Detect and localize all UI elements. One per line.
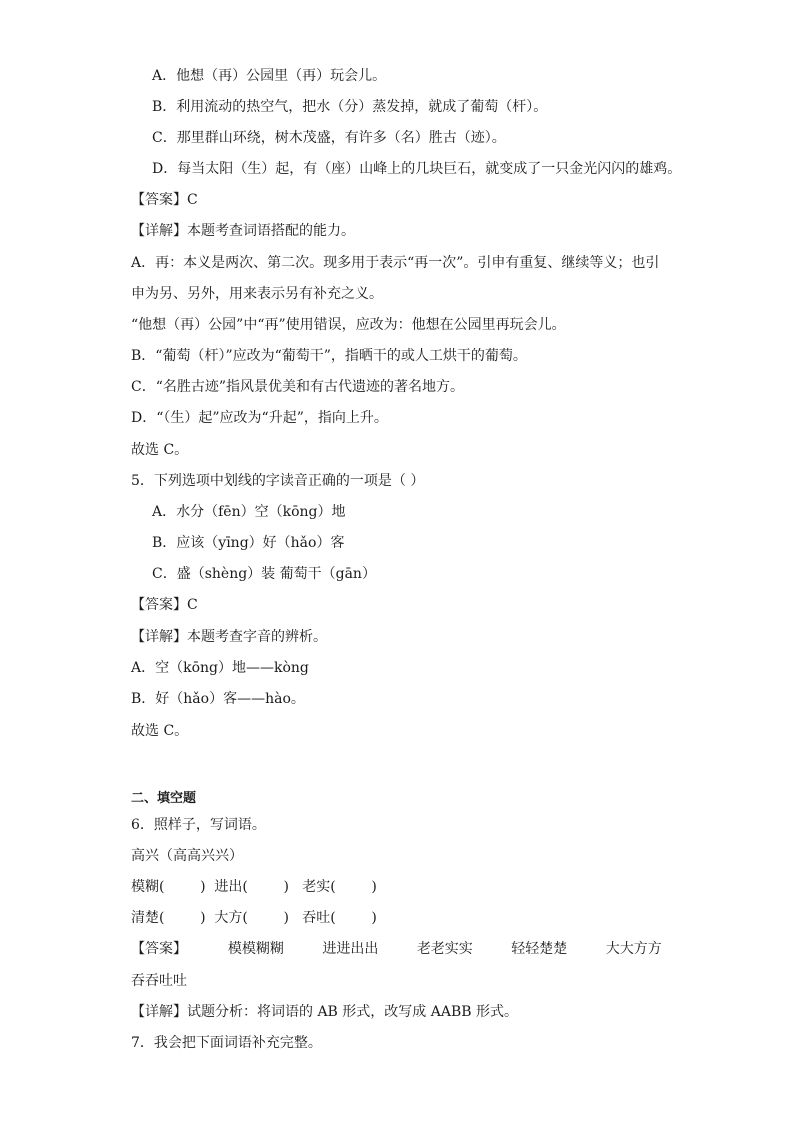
q6-answer-label: 【答案】 bbox=[131, 941, 187, 957]
q6-answer-item: 老老实实 bbox=[416, 941, 473, 957]
q4-detail-line: C．“名胜古迹”指风景优美和有古代遗迹的著名地方。 bbox=[131, 379, 465, 395]
q5-detail-title: 【详解】本题考查字音的辨析。 bbox=[131, 629, 327, 645]
q6-answer-item: 模模糊糊 bbox=[227, 941, 284, 957]
q4-detail-line: A．再：本义是两次、第二次。现多用于表示“再一次”。引申有重复、继续等义；也引 bbox=[131, 255, 660, 271]
q6-answer-wrap: 吞吞吐吐 bbox=[131, 973, 187, 989]
q6-answer-item: 大大方方 bbox=[605, 941, 662, 957]
q7-stem: 7．我会把下面词语补充完整。 bbox=[131, 1035, 322, 1051]
q6-detail: 【详解】试题分析：将词语的 AB 形式，改写成 AABB 形式。 bbox=[131, 1004, 518, 1020]
q6-stem: 6．照样子，写词语。 bbox=[131, 817, 266, 833]
q4-detail-line: 申为另、另外，用来表示另有补充之义。 bbox=[131, 286, 383, 302]
q4-option-b: B．利用流动的热空气，把水（分）蒸发掉，就成了葡萄（杆）。 bbox=[152, 99, 548, 115]
q6-example: 高兴（高高兴兴） bbox=[131, 848, 243, 864]
q4-detail-line: “他想（再）公园”中“再”使用错误，应改为：他想在公园里再玩会儿。 bbox=[131, 317, 566, 333]
q4-detail-line: 故选 C。 bbox=[131, 442, 189, 458]
q4-detail-title: 【详解】本题考查词语搭配的能力。 bbox=[131, 223, 355, 239]
q6-answer-item: 轻轻楚楚 bbox=[511, 941, 568, 957]
q5-detail-line: 故选 C。 bbox=[131, 723, 189, 739]
q4-option-d: D．每当太阳（生）起，有（座）山峰上的几块巨石，就变成了一只金光闪闪的雄鸡。 bbox=[152, 161, 682, 177]
section-title: 二、填空题 bbox=[131, 791, 197, 806]
q4-option-a: A．他想（再）公园里（再）玩会儿。 bbox=[152, 68, 387, 84]
q6-row: 清楚( ) 大方( ) 吞吐( ) bbox=[131, 910, 377, 926]
q6-answer-item: 进进出出 bbox=[322, 941, 379, 957]
q4-detail-line: D．“（生）起”应改为“升起”，指向上升。 bbox=[131, 410, 388, 426]
q5-detail-line: A．空（kōng）地——kòng bbox=[131, 660, 309, 676]
q6-row: 模糊( ) 进出( ) 老实( ) bbox=[131, 879, 377, 895]
q5-option-b: B．应该（yīng）好（hǎo）客 bbox=[152, 535, 345, 551]
q6-answer-row bbox=[131, 939, 662, 959]
q5-option-a: A．水分（fēn）空（kōng）地 bbox=[152, 504, 346, 520]
q5-stem: 5．下列选项中划线的字读音正确的一项是（ ） bbox=[131, 473, 425, 489]
q4-option-c: C．那里群山环绕，树木茂盛，有许多（名）胜古（迹）。 bbox=[152, 130, 506, 146]
q4-answer: 【答案】C bbox=[131, 192, 198, 208]
q5-option-c: C．盛（shèng）装 葡萄干（gān） bbox=[152, 566, 376, 582]
q5-detail-line: B．好（hǎo）客——hào。 bbox=[131, 691, 305, 707]
q5-answer: 【答案】C bbox=[131, 597, 198, 613]
q4-detail-line: B．“葡萄（杆）”应改为“葡萄干”，指晒干的或人工烘干的葡萄。 bbox=[131, 348, 527, 364]
